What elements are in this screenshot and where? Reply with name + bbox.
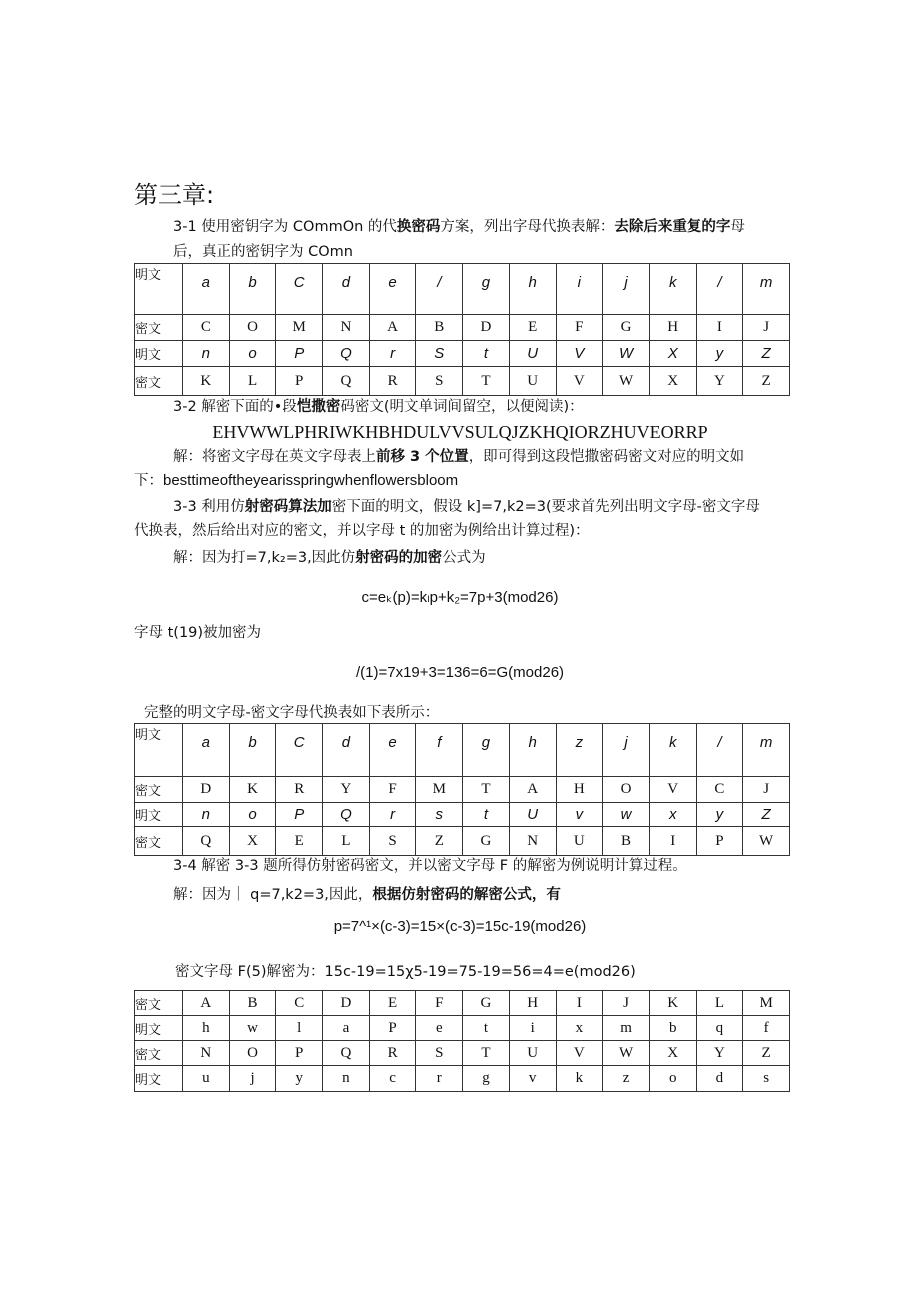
q32-line1 [173,397,584,417]
table-cell: J [743,777,790,803]
table-cell: m [743,724,790,777]
table-cell: Z [743,341,790,367]
table-cell: / [696,264,743,315]
table-cell: A [183,991,230,1016]
table-cell: X [649,367,696,396]
table-cell: U [509,1041,556,1066]
table-cell: Z [743,367,790,396]
table-cell: m [743,264,790,315]
table-cell: a [183,264,230,315]
row-label: 明文 [135,264,183,315]
row-label: 明文 [135,724,183,777]
table-cell: g [463,264,510,315]
table-cell: H [509,991,556,1016]
table-cell: N [323,315,370,341]
table-cell: o [229,341,276,367]
q31-line2: 后，真正的密钥字为 COmn [173,244,353,260]
table-cell: C [183,315,230,341]
table-cell: j [229,1066,276,1092]
table-cell: k [649,264,696,315]
table-cell: h [183,1016,230,1041]
table-cell: S [369,827,416,856]
row-label: 明文 [135,1066,183,1092]
table-cell: z [556,724,603,777]
row-label: 密文 [135,315,183,341]
table-cell: O [229,315,276,341]
table-cell: J [603,991,650,1016]
bold-text: 前移 3 个位置 [376,449,469,465]
q32-solution [173,447,744,467]
table-cell: k [556,1066,603,1092]
table-cell: z [603,1066,650,1092]
table-cell: D [463,315,510,341]
table-cell: R [276,777,323,803]
text: 公式为 [442,550,486,566]
table-cell: U [509,803,556,827]
table-cell: C [276,724,323,777]
table-cell: O [603,777,650,803]
table-cell: K [649,991,696,1016]
table-cell: U [509,341,556,367]
text: 码密文(明文单词间留空，以便阅读)： [340,399,584,415]
table-cell: V [556,1041,603,1066]
table-row [135,803,790,827]
table-cell: j [603,724,650,777]
table-cell: E [276,827,323,856]
table-cell: N [509,827,556,856]
table-cell: x [556,1016,603,1041]
table-cell: v [509,1066,556,1092]
table-cell: g [463,724,510,777]
table-cell: V [649,777,696,803]
table-row [135,827,790,856]
row-label: 密文 [135,777,183,803]
table-cell: w [229,1016,276,1041]
row-label: 密文 [135,827,183,856]
table-cell: t [463,341,510,367]
table-cell: n [183,803,230,827]
table-cell: n [183,341,230,367]
table-cell: s [743,1066,790,1092]
table-row [135,724,790,777]
text: 方案，列出字母代换表解： [440,219,615,235]
table-cell: L [323,827,370,856]
q33-t-calc: /(1)=7x19+3=136=6=G(mod26) [355,664,565,681]
table-cell: X [649,1041,696,1066]
table-cell: r [369,803,416,827]
table-row [135,991,790,1016]
table-cell: P [276,341,323,367]
table-cell: L [229,367,276,396]
row-label: 明文 [135,341,183,367]
table-cell: j [603,264,650,315]
table-cell: F [556,315,603,341]
table-cell: r [369,341,416,367]
table-cell: a [323,1016,370,1041]
table-cell: / [416,264,463,315]
table-cell: y [696,341,743,367]
table-cell: I [556,991,603,1016]
q32-ciphertext: EHVWWLPHRIWKHBHDULVVSULQJZKHQIORZHUVEORRP [212,422,708,442]
table-cell: F [369,777,416,803]
table-cell: G [463,827,510,856]
table-cell: e [416,1016,463,1041]
table-row [135,1041,790,1066]
table-cell: Y [696,1041,743,1066]
substitution-table-1 [134,263,790,396]
table-cell: b [229,264,276,315]
table-cell: K [183,367,230,396]
table-cell: N [183,1041,230,1066]
q32-solution-2 [134,471,458,491]
table-cell: y [276,1066,323,1092]
table-cell: h [509,264,556,315]
q33-table-intro: 完整的明文字母-密文字母代换表如下表所示： [144,705,440,721]
table-cell: Z [743,803,790,827]
table-cell: B [603,827,650,856]
table-cell: k [649,724,696,777]
table-cell: b [649,1016,696,1041]
table-cell: Q [323,367,370,396]
table-cell: b [229,724,276,777]
q33-t-line: 字母 t(19)被加密为 [134,625,262,641]
q33-line1 [173,497,760,517]
table-cell: B [229,991,276,1016]
table-row [135,315,790,341]
row-label: 密文 [135,1041,183,1066]
table-cell: d [696,1066,743,1092]
table-cell: D [183,777,230,803]
table-cell: i [509,1016,556,1041]
table-cell: g [463,1066,510,1092]
table-cell: r [416,1066,463,1092]
table-cell: t [463,803,510,827]
table-cell: q [696,1016,743,1041]
row-label: 密文 [135,367,183,396]
table-cell: v [556,803,603,827]
table-cell: R [369,367,416,396]
table-row [135,367,790,396]
text: 解：因为｜ q=7,k2=3,因此， [173,887,373,903]
table-cell: f [416,724,463,777]
table-cell: E [369,991,416,1016]
q33-line2: 代换表，然后给出对应的密文，并以字母 t 的加密为例给出计算过程)： [134,523,590,539]
table-cell: A [369,315,416,341]
table-cell: Q [323,1041,370,1066]
text: 母 [730,219,745,235]
table-cell: s [416,803,463,827]
table-cell: A [509,777,556,803]
decryption-table [134,990,790,1092]
bold-text: 恺撒密 [296,399,341,415]
text: ，即可得到这段恺撒密码密文对应的明文如 [468,449,745,465]
table-cell: W [603,367,650,396]
table-cell: t [463,1016,510,1041]
chapter-title: 第三章: [134,181,215,209]
q32-plaintext: besttimeoftheyearisspringwhenflowersbloom [163,472,459,489]
table-cell: T [463,777,510,803]
table-cell: W [603,341,650,367]
bold-text: 换密码 [396,219,441,235]
table-cell: B [416,315,463,341]
table-cell: C [276,991,323,1016]
table-cell: x [649,803,696,827]
text: 密下面的明文，假设 k]=7,k2=3(要求首先列出明文字母-密文字母 [331,499,760,515]
table-cell: f [743,1016,790,1041]
table-cell: T [463,1041,510,1066]
table-cell: S [416,341,463,367]
table-cell: O [229,1041,276,1066]
table-cell: P [276,803,323,827]
row-label: 密文 [135,991,183,1016]
table-cell: S [416,1041,463,1066]
row-label: 明文 [135,803,183,827]
table-cell: P [276,367,323,396]
q31-line1 [173,217,745,237]
table-cell: R [369,1041,416,1066]
table-cell: S [416,367,463,396]
table-cell: X [229,827,276,856]
table-row [135,1066,790,1092]
table-cell: M [743,991,790,1016]
table-cell: P [696,827,743,856]
table-cell: d [323,264,370,315]
table-cell: F [416,991,463,1016]
table-cell: a [183,724,230,777]
table-cell: w [603,803,650,827]
table-cell: e [369,264,416,315]
table-cell: K [229,777,276,803]
table-cell: Q [323,341,370,367]
table-cell: Q [323,803,370,827]
table-cell: d [323,724,370,777]
q34-solution [173,885,561,905]
table-cell: m [603,1016,650,1041]
table-cell: W [743,827,790,856]
table-cell: X [649,341,696,367]
bold-text: 去除后来重复的字 [614,219,731,235]
table-cell: Y [696,367,743,396]
table-cell: y [696,803,743,827]
table-cell: J [743,315,790,341]
table-cell: P [276,1041,323,1066]
text: 解：因为打=7,k₂=3,因此仿 [173,550,356,566]
table-cell: G [463,991,510,1016]
table-row [135,777,790,803]
table-cell: L [696,991,743,1016]
table-cell: M [416,777,463,803]
table-cell: U [509,367,556,396]
table-row [135,1016,790,1041]
table-cell: i [556,264,603,315]
q34-f-line: 密文字母 F(5)解密为：15c-19=15χ5-19=75-19=56=4=e(mod26) [175,964,636,980]
q34-formula: p=7^¹×(c-3)=15×(c-3)=15c-19(mod26) [333,918,587,935]
table-cell: W [603,1041,650,1066]
row-label: 明文 [135,1016,183,1041]
table-cell: G [603,315,650,341]
text: 3-3 利用仿 [173,499,245,515]
table-cell: C [276,264,323,315]
table-cell: D [323,991,370,1016]
q33-solution [173,548,486,568]
table-cell: M [276,315,323,341]
table-cell: u [183,1066,230,1092]
table-row [135,264,790,315]
table-cell: V [556,367,603,396]
table-cell: c [369,1066,416,1092]
table-cell: U [556,827,603,856]
q34-line1: 3-4 解密 3-3 题所得仿射密码密文，并以密文字母 F 的解密为例说明计算过程。 [173,858,687,874]
table-cell: I [649,827,696,856]
table-cell: l [276,1016,323,1041]
table-cell: Z [416,827,463,856]
table-row [135,341,790,367]
table-cell: Z [743,1041,790,1066]
text: 解：将密文字母在英文字母表上 [173,449,376,465]
table-cell: H [556,777,603,803]
text: 3-1 使用密钥字为 COmmOn 的代 [173,219,397,235]
q32-prefix: 下： [134,473,163,489]
table-cell: e [369,724,416,777]
substitution-table-2 [134,723,790,856]
q33-formula: c=eₖ(p)=kₗp+k₂=7p+3(mod26) [361,589,559,606]
table-cell: I [696,315,743,341]
text: 3-2 解密下面的•段 [173,399,297,415]
table-cell: C [696,777,743,803]
bold-text: 射密码的加密 [355,550,443,566]
table-cell: Y [323,777,370,803]
table-cell: n [323,1066,370,1092]
table-cell: o [649,1066,696,1092]
table-cell: o [229,803,276,827]
table-cell: Q [183,827,230,856]
table-cell: h [509,724,556,777]
bold-text: 根据仿射密码的解密公式，有 [372,887,561,903]
table-cell: E [509,315,556,341]
table-cell: P [369,1016,416,1041]
table-cell: V [556,341,603,367]
table-cell: H [649,315,696,341]
bold-text: 射密码算法加 [244,499,332,515]
table-cell: T [463,367,510,396]
table-cell: / [696,724,743,777]
